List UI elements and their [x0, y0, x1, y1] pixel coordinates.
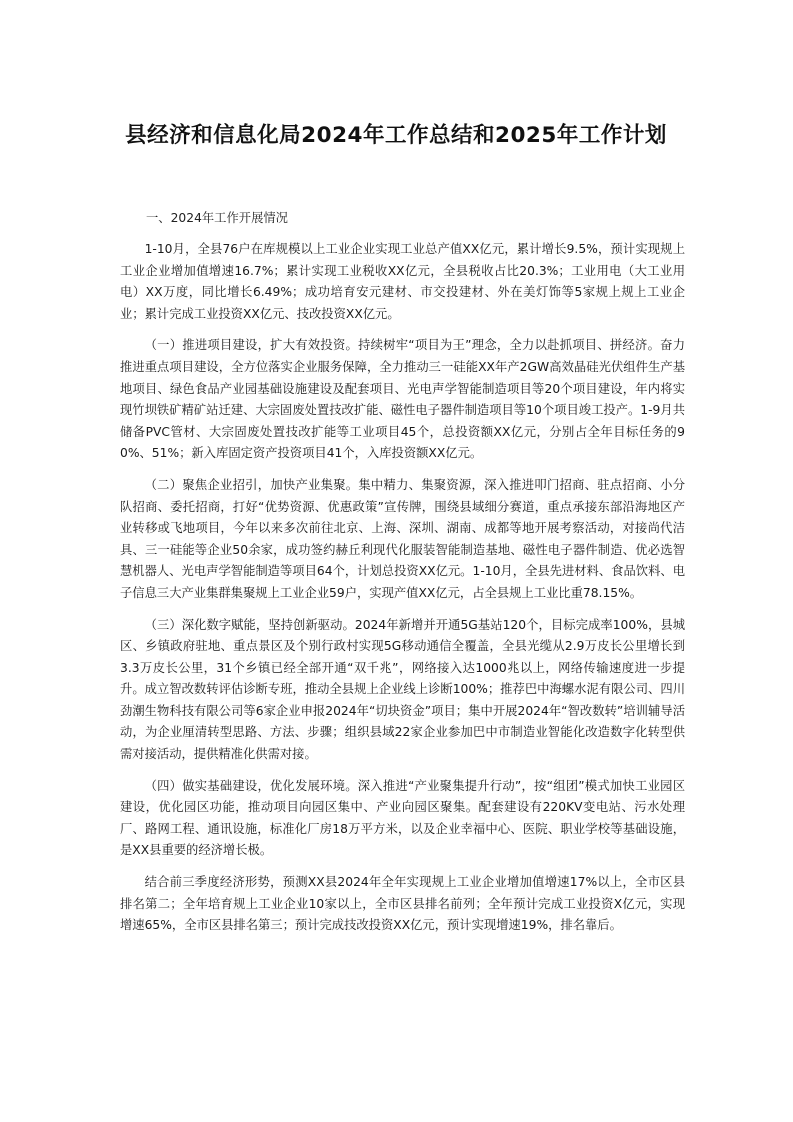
paragraph-investment-attraction: （二）聚焦企业招引，加快产业集聚。集中精力、集聚资源，深入推进叩门招商、驻点招商、小分队招商、委托招商，打好“优势资源、优惠政策”宣传牌，围绕县域细分赛道，重点承接东部沿海地区产业转移或飞地项目，今年以来多次前往北京、上海、深圳、湖南、成都等地开展考察活动，对接尚代洁具、三一硅能等企业50余家，成功签约赫丘利现代化服装智能制造基地、磁性电子器件制造、优必选智慧机器人、光电声学智能制造等项目64个，计划总投资XX亿元。1-10月，全县先进材料、食品饮料、电子信息三大产业集群集聚规上工业企业59户，实现产值XX亿元，占全县规上工业比重78.15%。	[120, 477, 685, 600]
paragraph-infrastructure: （四）做实基础建设，优化发展环境。深入推进“产业聚集提升行动”，按“组团”模式加快工业园区建设，优化园区功能，推动项目向园区集中、产业向园区聚集。配套建设有220KV变电站、污水处理厂、路网工程、通讯设施，标准化厂房18万平方米，以及企业幸福中心、医院、职业学校等基础设施，是XX县重要的经济增长极。	[120, 778, 685, 858]
paragraph-project-construction: （一）推进项目建设，扩大有效投资。持续树牢“项目为王”理念，全力以赴抓项目、拼经济。奋力推进重点项目建设，全方位落实企业服务保障，全力推动三一硅能XX年产2GW高效晶硅光伏组件生产基地项目、绿色食品产业园基础设施建设及配套项目、光电声学智能制造项目等20个项目建设，年内将实现竹坝铁矿精矿站迁建、大宗固废处置技改扩能、磁性电子器件制造项目等10个项目竣工投产。1-9月共储备PVC管材、大宗固废处置技改扩能等工业项目45个，总投资额XX亿元，分别占全年目标任务的90%、51%；新入库固定资产投资项目41个，入库投资额XX亿元。	[120, 338, 685, 461]
document-body	[120, 207, 685, 937]
paragraph-digital-empowerment: （三）深化数字赋能，坚持创新驱动。2024年新增并开通5G基站120个，目标完成率100%，县城区、乡镇政府驻地、重点景区及个别行政村实现5G移动通信全覆盖，全县光缆从2.9万皮长公里增长到3.3万皮长公里，31个乡镇已经全部开通“双千兆”，网络接入达1000兆以上，网络传输速度进一步提升。成立智改数转评估诊断专班，推动全县规上企业线上诊断100%；推荐巴中海螺水泥有限公司、四川劲潮生物科技有限公司等6家企业申报2024年“切块资金”项目；集中开展2024年“智改数转”培训辅导活动，为企业厘清转型思路、方法、步骤；组织县域22家企业参加巴中市制造业智能化改造数字化转型供需对接活动，提供精准化供需对接。	[120, 617, 685, 762]
section-heading: 一、2024年工作开展情况	[146, 211, 288, 225]
paragraph-overview: 1-10月，全县76户在库规模以上工业企业实现工业总产值XX亿元，累计增长9.5%，预计实现规上工业企业增加值增速16.7%；累计实现工业税收XX亿元，全县税收占比20.3%；工业用电（大工业用电）XX万度，同比增长6.49%；成功培育安元建材、市交投建材、外在美灯饰等5家规上规上工业企业；累计完成工业投资XX亿元、技改投资XX亿元。	[120, 242, 685, 321]
paragraph-forecast: 结合前三季度经济形势，预测XX县2024年全年实现规上工业企业增加值增速17%以上，全市区县排名第二；全年培育规上工业企业10家以上，全市区县排名前列；全年预计完成工业投资X亿元，实现增速65%，全市区县排名第三；预计完成技改投资XX亿元，预计实现增速19%，排名靠后。	[120, 875, 685, 933]
document-title: 县经济和信息化局2024年工作总结和2025年工作计划	[125, 123, 667, 148]
